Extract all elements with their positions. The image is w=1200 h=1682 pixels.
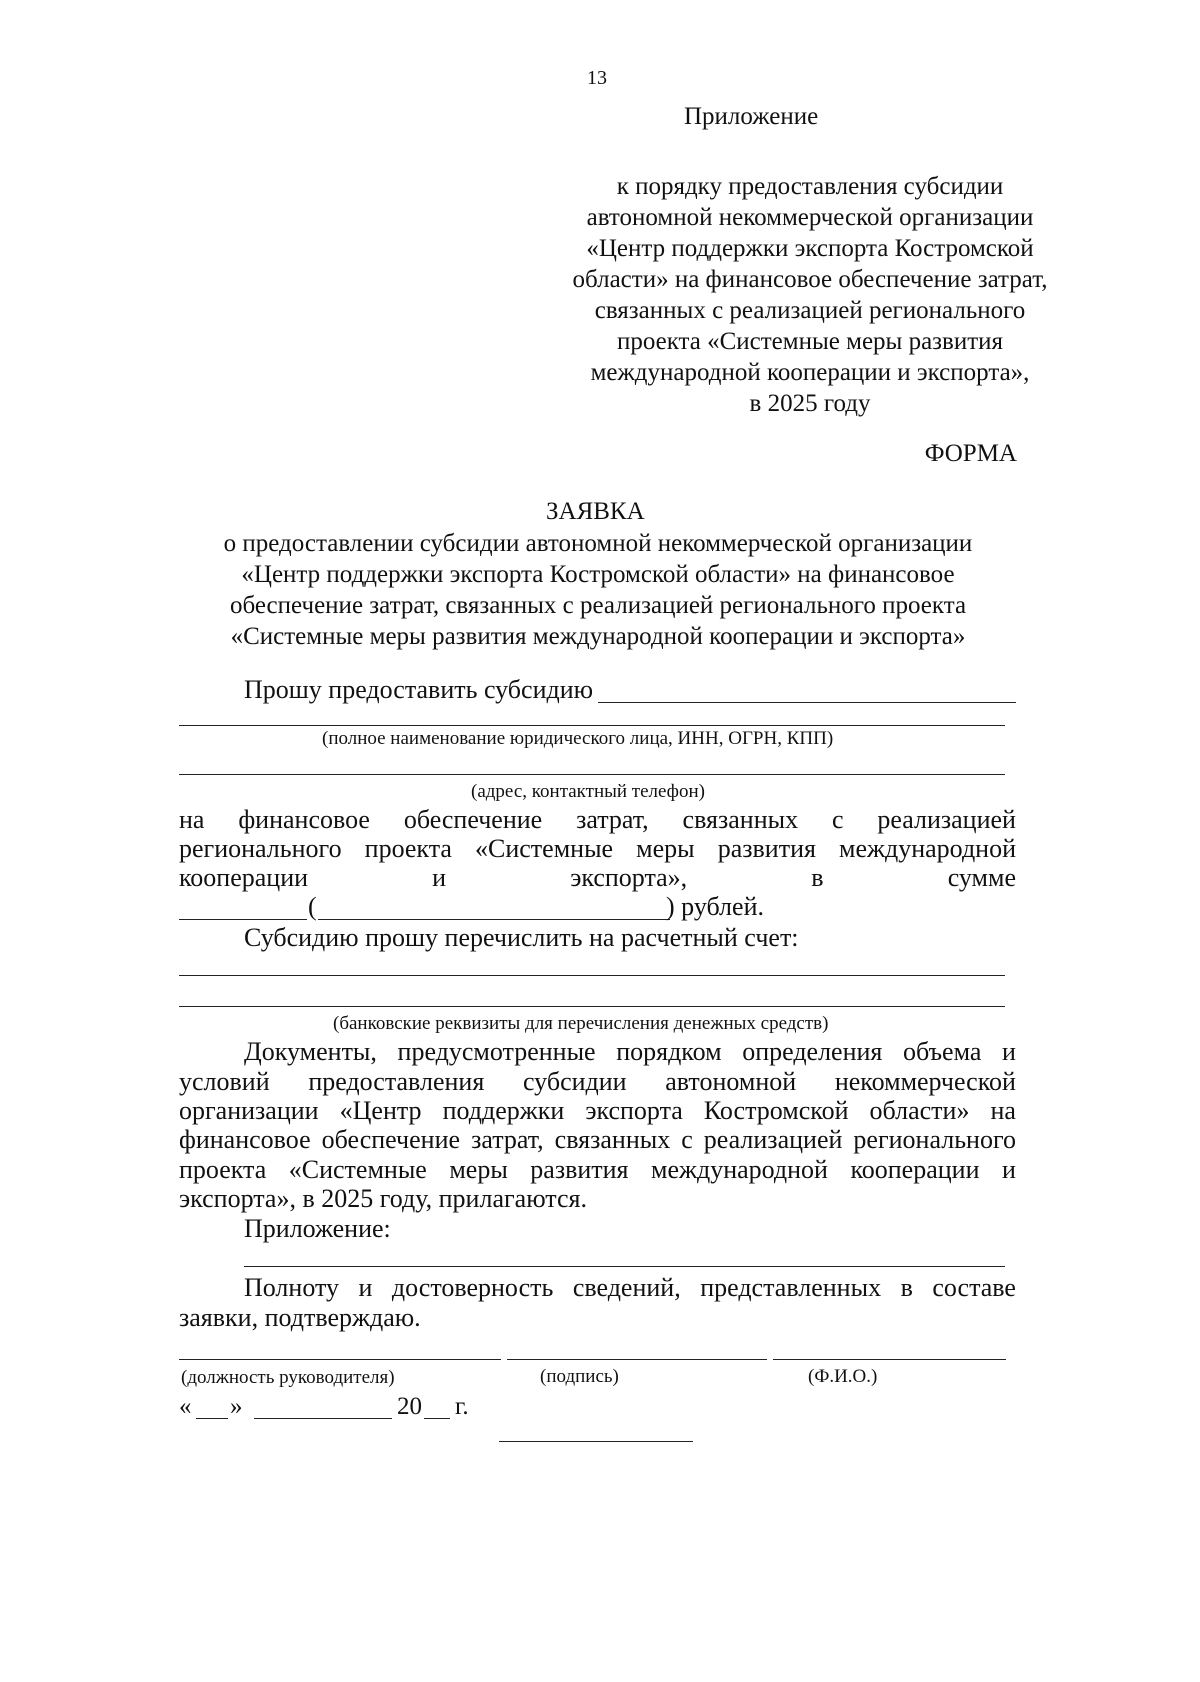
word: представленных: [700, 1273, 882, 1302]
word: экспорта: [585, 1096, 683, 1125]
date-close-quote: »: [230, 1393, 243, 1420]
appendix-line: к порядку предоставления субсидии: [616, 173, 1004, 200]
purpose-line: [179, 862, 1016, 894]
word: международной: [651, 1155, 828, 1184]
bank-details-field-1[interactable]: [179, 975, 1005, 976]
word: «Системные: [475, 834, 614, 863]
word: и: [1002, 1155, 1016, 1184]
subtitle-line: обеспечение затрат, связанных с реализацией регионального проекта: [229, 592, 967, 619]
signature-caption: (подпись): [540, 1366, 619, 1387]
docs-line: [179, 1154, 1016, 1186]
word: на: [179, 805, 205, 834]
appendix-line: проекта «Системные меры развития: [616, 328, 1004, 355]
purpose-line: [179, 804, 1016, 836]
appendix-reference: [540, 171, 1080, 419]
word: регионального: [853, 1125, 1016, 1154]
word: и: [432, 863, 447, 892]
form-label: ФОРМА: [924, 440, 1017, 467]
word: предоставления: [308, 1067, 485, 1096]
word: порядком: [616, 1037, 722, 1066]
word: реализацией: [877, 805, 1016, 834]
date-year-field[interactable]: [424, 1418, 450, 1419]
word: с: [681, 1125, 693, 1154]
position-field[interactable]: [179, 1359, 501, 1360]
docs-line: [179, 1124, 1016, 1156]
word: области»: [869, 1096, 970, 1125]
name-caption: (Ф.И.О.): [808, 1366, 878, 1387]
word: регионального: [179, 834, 342, 863]
page-number: 13: [587, 67, 607, 89]
date-day-field[interactable]: [196, 1418, 228, 1419]
subsidy-recipient-field[interactable]: [598, 702, 1016, 703]
date-open-quote: «: [179, 1393, 192, 1420]
word: развития: [530, 1155, 629, 1184]
appendix-line: связанных с реализацией регионального: [594, 297, 1026, 324]
word: кооперации: [850, 1155, 980, 1184]
docs-line: [179, 1066, 1016, 1098]
word: затрат,: [576, 805, 649, 834]
word: реализацией: [703, 1125, 843, 1154]
word: и: [358, 1273, 373, 1302]
word: Документы,: [244, 1037, 377, 1066]
word: в: [811, 863, 824, 892]
word: поддержки: [442, 1096, 565, 1125]
closing-divider: [499, 1441, 693, 1442]
entity-name-field[interactable]: [179, 725, 1005, 726]
date-year-suffix: г.: [455, 1393, 469, 1420]
subtitle-line: «Центр поддержки экспорта Костромской области» на финансовое: [241, 561, 955, 588]
address-field[interactable]: [179, 774, 1005, 775]
amount-digits-field[interactable]: [179, 919, 307, 920]
date-year-prefix: 20: [397, 1393, 422, 1420]
subtitle-line: «Системные меры развития международной кооперации и экспорта»: [230, 623, 966, 650]
word: обеспечение: [321, 1125, 461, 1154]
word: сведений,: [572, 1273, 681, 1302]
transfer-text: Субсидию прошу перечислить на расчетный счет:: [244, 923, 799, 952]
word: проекта: [364, 834, 452, 863]
word: с: [831, 805, 844, 834]
amount-close-text: ) рублей.: [666, 892, 764, 921]
word: условий: [179, 1067, 270, 1096]
word: на: [990, 1096, 1016, 1125]
word: финансовое: [238, 805, 370, 834]
word: кооперации: [179, 863, 309, 892]
word: связанных: [554, 1125, 671, 1154]
appendix-line: «Центр поддержки экспорта Костромской: [586, 235, 1034, 262]
word: Полноту: [244, 1273, 339, 1302]
word: некоммерческой: [834, 1067, 1016, 1096]
full-name-field[interactable]: [773, 1359, 1006, 1360]
position-caption: (должность руководителя): [181, 1367, 395, 1388]
word: обеспечение: [403, 805, 543, 834]
subtitle-line: о предоставлении субсидии автономной некоммерческой организации: [223, 530, 973, 557]
request-text: Прошу предоставить субсидию: [244, 675, 594, 704]
word: определения: [742, 1037, 883, 1066]
word: сумме: [947, 863, 1016, 892]
appendix-line: области» на финансовое обеспечение затрат,: [572, 266, 1048, 293]
application-subtitle: [180, 528, 1016, 652]
word: автономной: [665, 1067, 797, 1096]
confirm-line-last: заявки, подтверждаю.: [179, 1303, 421, 1332]
word: развития: [717, 834, 816, 863]
word: объема: [903, 1037, 982, 1066]
bank-caption: (банковские реквизиты для перечисления денежных средств): [333, 1013, 829, 1034]
word: проекта: [179, 1155, 267, 1184]
word: предусмотренные: [397, 1037, 596, 1066]
docs-line: [244, 1036, 1016, 1068]
appendix-line: международной кооперации и экспорта»,: [590, 359, 1030, 386]
appendix-line: автономной некоммерческой организации: [586, 204, 1034, 231]
word: «Системные: [288, 1155, 427, 1184]
word: Костромской: [703, 1096, 849, 1125]
word: «Центр: [339, 1096, 422, 1125]
docs-line-last: экспорта», в 2025 году, прилагаются.: [179, 1184, 587, 1213]
word: в: [900, 1273, 913, 1302]
address-caption: (адрес, контактный телефон): [471, 781, 705, 802]
signature-field[interactable]: [507, 1359, 767, 1360]
word: экспорта»,: [570, 863, 688, 892]
word: и: [1002, 1037, 1016, 1066]
word: организации: [179, 1096, 319, 1125]
docs-line: [179, 1095, 1016, 1127]
word: достоверность: [391, 1273, 554, 1302]
attachment-field[interactable]: [244, 1266, 1005, 1267]
attachment-label: Приложение:: [244, 1214, 391, 1243]
bank-details-field-2[interactable]: [179, 1006, 1005, 1007]
confirm-line: [244, 1272, 1016, 1304]
word: меры: [636, 834, 695, 863]
appendix-heading: Приложение: [684, 103, 819, 130]
entity-caption: (полное наименование юридического лица, ИНН, ОГРН, КПП): [322, 728, 834, 749]
amount-words-field[interactable]: [318, 919, 670, 920]
application-title: ЗАЯВКА: [546, 498, 645, 525]
purpose-line: [179, 833, 1016, 865]
word: субсидии: [522, 1067, 627, 1096]
word: составе: [932, 1273, 1016, 1302]
amount-open-paren: (: [308, 892, 317, 921]
appendix-line: в 2025 году: [749, 390, 871, 417]
word: меры: [449, 1155, 508, 1184]
word: затрат,: [471, 1125, 544, 1154]
word: связанных: [682, 805, 799, 834]
word: международной: [839, 834, 1016, 863]
date-month-field[interactable]: [254, 1418, 392, 1419]
word: финансовое: [179, 1125, 311, 1154]
